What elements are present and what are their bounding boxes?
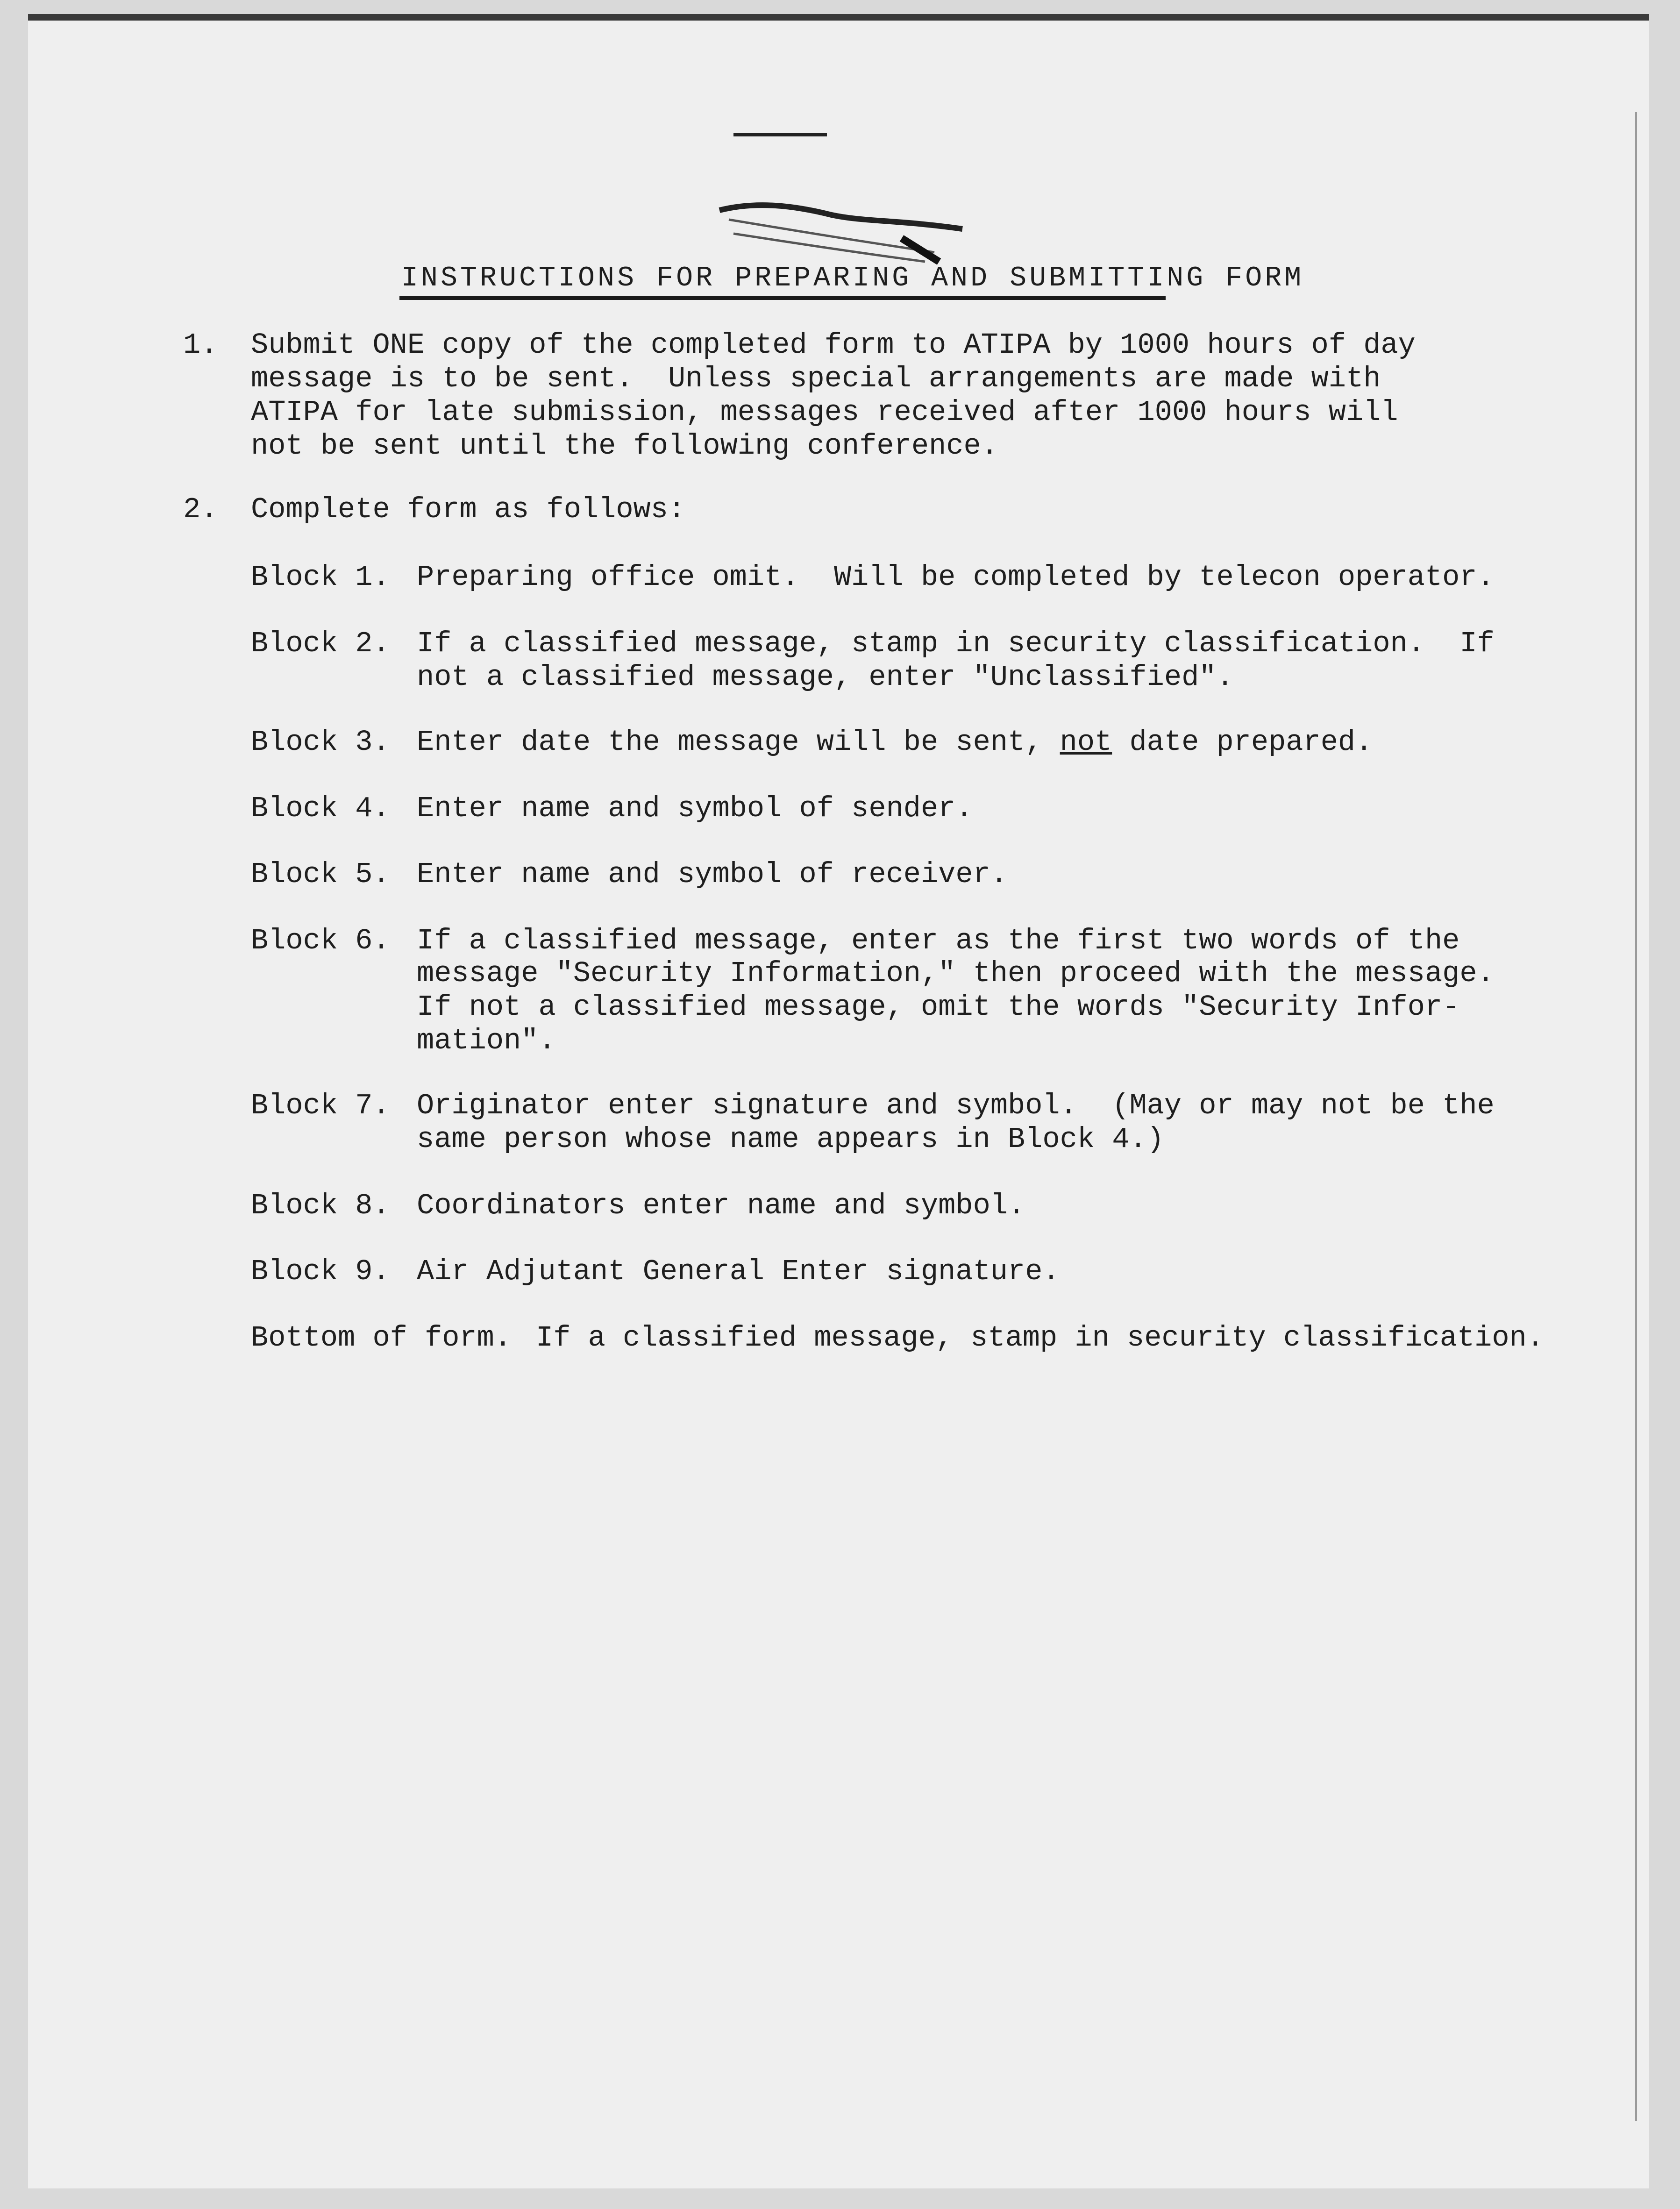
block-label: Block 4. [251, 792, 390, 825]
item-1-line: not be sent until the following conference. [251, 429, 998, 463]
item-number: 1. [183, 328, 218, 362]
block-label: Block 8. [251, 1189, 390, 1222]
bottom-text: If a classified message, stamp in security classification. [536, 1321, 1544, 1354]
block-text: If a classified message, enter as the first two words of the [417, 924, 1460, 957]
block-label: Block 1. [251, 561, 390, 594]
block-text: If not a classified message, omit the words "Security Infor- [417, 990, 1460, 1024]
block-label: Block 6. [251, 924, 390, 957]
block-text: Coordinators enter name and symbol. [417, 1189, 1025, 1222]
block-text-part: Enter date the message will be sent, [417, 726, 1060, 759]
block-text: Air Adjutant General Enter signature. [417, 1255, 1060, 1288]
title-underline [399, 296, 1166, 300]
handwritten-scribble [701, 196, 981, 271]
block-text: Preparing office omit. Will be completed by telecon operator. [417, 561, 1495, 594]
item-1-line: ATIPA for late submission, messages received after 1000 hours will [251, 396, 1398, 429]
block-text: Enter name and symbol of receiver. [417, 858, 1008, 891]
item-2-line: Complete form as follows: [251, 493, 686, 526]
block-text-part: date prepared. [1112, 726, 1373, 759]
dash-mark [733, 133, 827, 136]
block-text: Enter name and symbol of sender. [417, 792, 973, 825]
item-1-line: Submit ONE copy of the completed form to ATIPA by 1000 hours of day [251, 328, 1416, 362]
bottom-label: Bottom of form. [251, 1321, 512, 1354]
block-text: If a classified message, stamp in security classification. If [417, 627, 1495, 660]
block-label: Block 2. [251, 627, 390, 660]
block-label: Block 7. [251, 1089, 390, 1122]
item-1-line: message is to be sent. Unless special arrangements are made with [251, 362, 1381, 395]
block-text [417, 726, 1373, 759]
page-edge [1635, 112, 1637, 2121]
block-text: same person whose name appears in Block 4.) [417, 1123, 1164, 1156]
block-label: Block 3. [251, 726, 390, 759]
block-label: Block 9. [251, 1255, 390, 1288]
item-number: 2. [183, 493, 218, 526]
underlined-word: not [1060, 726, 1112, 759]
block-text: Originator enter signature and symbol. (May or may not be the [417, 1089, 1495, 1122]
document-title: INSTRUCTIONS FOR PREPARING AND SUBMITTING FORM [401, 263, 1304, 294]
block-text: mation". [417, 1024, 556, 1057]
block-text: not a classified message, enter "Unclassified". [417, 661, 1234, 694]
block-label: Block 5. [251, 858, 390, 891]
block-text: message "Security Information," then proceed with the message. [417, 957, 1495, 990]
